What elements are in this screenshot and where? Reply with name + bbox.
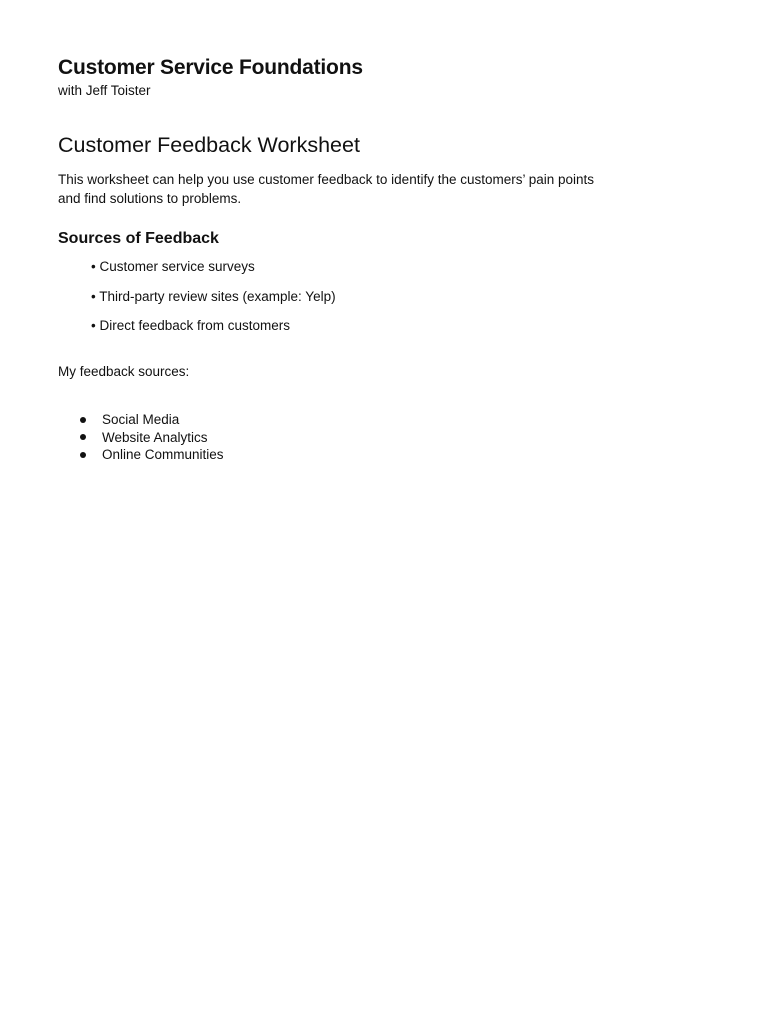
- worksheet-title: Customer Feedback Worksheet: [58, 133, 360, 157]
- author-byline: with Jeff Toister: [58, 83, 151, 98]
- sources-heading: Sources of Feedback: [58, 230, 219, 247]
- list-item: [58, 446, 618, 464]
- sources-list: [58, 258, 618, 335]
- list-item-text: Online Communities: [102, 447, 224, 462]
- list-item: [58, 411, 618, 429]
- bullet-icon: [80, 452, 86, 458]
- intro-line-2: and find solutions to problems.: [58, 191, 242, 206]
- list-item-text: Website Analytics: [102, 429, 208, 445]
- course-title: Customer Service Foundations: [58, 56, 363, 79]
- list-item: • Customer service surveys: [91, 259, 255, 274]
- my-sources-label: My feedback sources:: [58, 364, 190, 379]
- list-item: [58, 429, 618, 447]
- bullet-icon: [80, 417, 86, 423]
- intro-paragraph: [58, 170, 618, 208]
- list-item-text: Social Media: [102, 412, 180, 427]
- list-item: • Direct feedback from customers: [91, 318, 291, 333]
- intro-line-1: This worksheet can help you use customer feedback to identify the customers’ pain points: [58, 172, 595, 187]
- list-item: • Third-party review sites (example: Yelp): [91, 288, 336, 304]
- bullet-icon: [80, 434, 86, 440]
- document-page: [58, 54, 618, 464]
- my-sources-list: [58, 411, 618, 464]
